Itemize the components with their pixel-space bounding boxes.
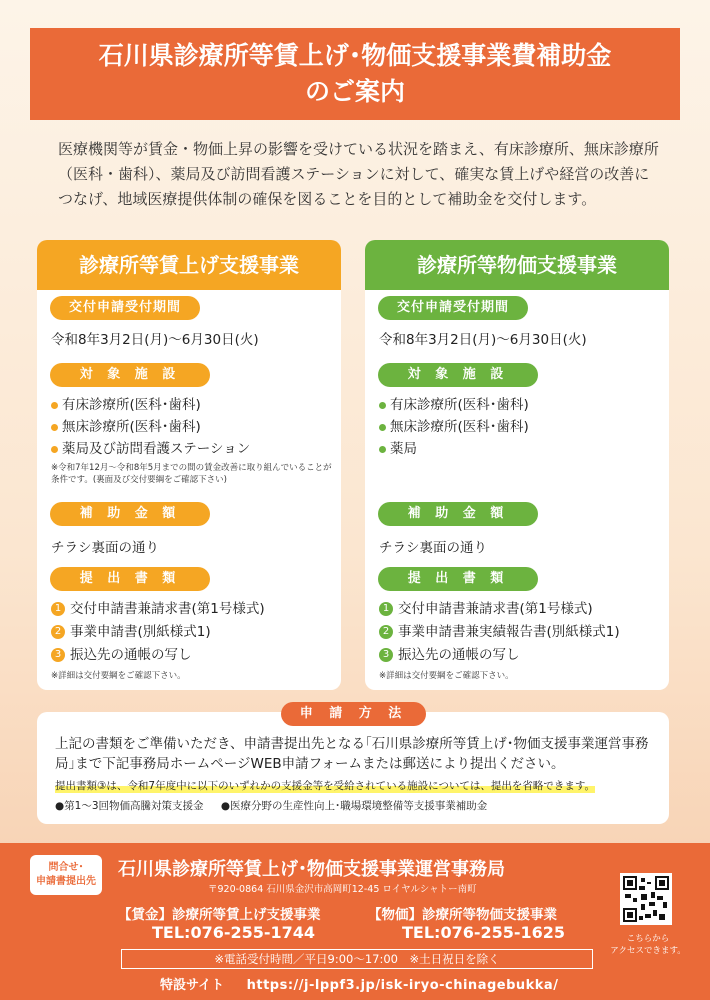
price-support-card [365, 240, 669, 690]
phone-hours: ※電話受付時間／平日9:00～17:00 ※土日祝日を除く [121, 949, 593, 969]
list-item: 2 事業申請書(別紙様式1) [51, 622, 211, 643]
list-item: 薬局及び訪問看護ステーション [51, 439, 250, 460]
method-note: 提出書類③は、令和7年度中に以下のいずれかの支援金等を受給されている施設については、提出を省略できます。 [55, 780, 596, 792]
list-item: 3 振込先の通帳の写し [51, 645, 192, 666]
price-docs-label: 提 出 書 類 [378, 567, 538, 591]
price-period: 令和8年3月2日(月)～6月30日(火) [379, 332, 587, 348]
bullet-icon [379, 446, 386, 453]
contact-badge: 問合せ･ 申請書提出先 [30, 855, 102, 895]
list-item: 無床診療所(医科･歯科) [51, 417, 201, 438]
intro-text: 医療機関等が賃金・物価上昇の影響を受けている状況を踏まえ、有床診療所、無床診療所（医科・歯科）、薬局及び訪問看護ステーションに対して、確実な賃上げや経営の改善につなげ、地域医療提供体制の確保を図ることを目的として補助金を交付します。 [58, 140, 659, 208]
bullet-icon [51, 424, 58, 431]
wage-docs-note: ※詳細は交付要綱をご確認下さい。 [51, 671, 186, 681]
site-url-link[interactable]: https://j-lppf3.jp/isk-iryo-chinagebukka/ [246, 978, 559, 993]
qr-code-graphic [623, 876, 669, 922]
qr-code-icon[interactable] [620, 873, 672, 925]
office-address: 〒920-0864 石川県金沢市高岡町12-45 ロイヤルシャトー南町 [208, 884, 477, 895]
number-badge: 1 [379, 602, 393, 616]
price-tel[interactable]: TEL:076-255-1625 [402, 923, 566, 942]
wage-period-label: 交付申請受付期間 [50, 296, 200, 320]
list-item: 1 交付申請書兼請求書(第1号様式) [379, 599, 593, 620]
number-badge: 2 [379, 625, 393, 639]
bullet-icon [51, 446, 58, 453]
wage-contact-label: 【賃金】診療所等賃上げ支援事業 [118, 907, 321, 923]
site-label: 特設サイト [160, 978, 225, 993]
method-items [55, 798, 487, 813]
method-label: 申 請 方 法 [281, 702, 426, 726]
list-item: 3 振込先の通帳の写し [379, 645, 520, 666]
price-period-label: 交付申請受付期間 [378, 296, 528, 320]
bullet-icon [379, 424, 386, 431]
list-item: 1 交付申請書兼請求書(第1号様式) [51, 599, 265, 620]
number-badge: 3 [379, 648, 393, 662]
wage-target-note: ※令和7年12月～令和8年5月までの間の賃金改善に取り組んでいることが条件です。(裏面及び交付要綱をご確認下さい) [51, 463, 332, 485]
wage-support-card [37, 240, 341, 690]
method-text: 上記の書類をご準備いただき、申請書提出先となる｢石川県診療所等賃上げ･物価支援事業運営事務局｣まで下記事務局ホームページWEB申請フォームまたは郵送により提出ください。 [55, 736, 649, 772]
price-contact-label: 【物価】診療所等物価支援事業 [368, 907, 557, 923]
method-item: ●医療分野の生産性向上･職場環境整備等支援事業補助金 [220, 800, 488, 812]
office-name: 石川県診療所等賃上げ･物価支援事業運営事務局 [118, 859, 505, 880]
title-line-2: のご案内 [304, 77, 405, 106]
wage-amount-label: 補 助 金 額 [50, 502, 210, 526]
list-item: 有床診療所(医科･歯科) [51, 395, 201, 416]
wage-tel[interactable]: TEL:076-255-1744 [152, 923, 316, 942]
list-item: 有床診療所(医科･歯科) [379, 395, 529, 416]
page-title [30, 28, 680, 120]
price-target-label: 対 象 施 設 [378, 363, 538, 387]
wage-docs-label: 提 出 書 類 [50, 567, 210, 591]
wage-amount: チラシ裏面の通り [51, 540, 159, 556]
wage-period: 令和8年3月2日(月)～6月30日(火) [51, 332, 259, 348]
contact-footer [0, 843, 710, 1000]
method-item: ●第1～3回物価高騰対策支援金 [55, 800, 204, 812]
number-badge: 3 [51, 648, 65, 662]
title-line-1: 石川県診療所等賃上げ･物価支援事業費補助金 [98, 41, 612, 70]
price-amount: チラシ裏面の通り [379, 540, 487, 556]
price-amount-label: 補 助 金 額 [378, 502, 538, 526]
qr-note: こちらから アクセスできます。 [610, 934, 686, 956]
application-method-box [37, 706, 669, 824]
number-badge: 1 [51, 602, 65, 616]
special-site [160, 974, 558, 993]
bullet-icon [379, 402, 386, 409]
bullet-icon [51, 402, 58, 409]
wage-card-heading: 診療所等賃上げ支援事業 [37, 240, 341, 290]
list-item: 無床診療所(医科･歯科) [379, 417, 529, 438]
wage-target-label: 対 象 施 設 [50, 363, 210, 387]
number-badge: 2 [51, 625, 65, 639]
list-item: 2 事業申請書兼実績報告書(別紙様式1) [379, 622, 620, 643]
price-card-heading: 診療所等物価支援事業 [365, 240, 669, 290]
list-item: 薬局 [379, 439, 417, 460]
price-docs-note: ※詳細は交付要綱をご確認下さい。 [379, 671, 514, 681]
